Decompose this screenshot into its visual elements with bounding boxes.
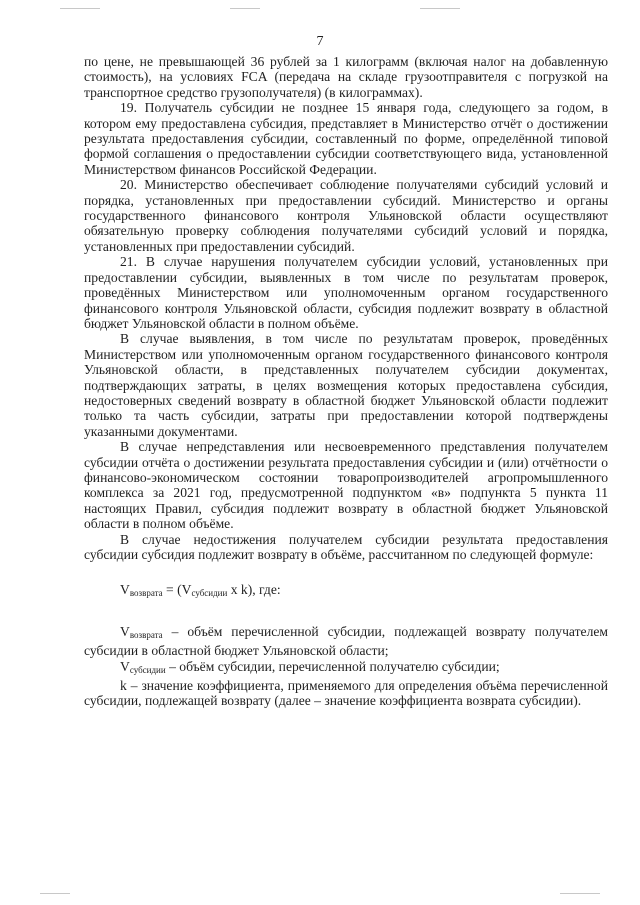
scan-mark-top [420, 8, 460, 9]
definition-k [84, 678, 608, 709]
page-number: 7 [316, 34, 324, 49]
paragraph-19: 19. Получатель субсидии не позднее 15 января года, следующего за годом, в котором ему предоставлена субсидия, представляет в Министерство отчёт о достижении результата предоставления субсидии, составленный по форме, определённой типовой формой соглашения о предоставлении субсидии соответствующего вида, установленной Министерством финансов Российской Федерации. [84, 100, 608, 177]
definition-v-return [84, 624, 608, 659]
paragraph-20: 20. Министерство обеспечивает соблюдение получателями субсидий условий и порядка, установленных при предоставлении субсидий. Министерство и органы государственного финансового контроля Ульяновской области осуществляют обязательную проверку соблюдения получателями субсидий условий и порядка, установленных при предоставлении субсидий. [84, 177, 608, 254]
formula-subscript: возврата [129, 588, 163, 599]
scan-mark-top [230, 8, 260, 9]
definition-text: – объём субсидии, перечисленной получателю субсидии; [165, 658, 500, 674]
formula-text: x k), где: [227, 582, 281, 598]
scan-mark-top [60, 8, 100, 9]
paragraph-21: 21. В случае нарушения получателем субсидии условий, установленных при предоставлении субсидии, выявленных в том числе по результатам проверок, проведённых Министерством или уполномоченным органом государственного финансового контроля Ульяновской области, субсидия подлежит возврату в областной бюджет Ульяновской области в полном объёме. [84, 254, 608, 331]
scan-mark-bottom [560, 893, 600, 894]
paragraph: по цене, не превышающей 36 рублей за 1 килограмм (включая налог на добавленную стоимость), на условиях FCA (передача на складе грузоотправителя с погрузкой на транспортное средство грузополучателя) (в килограммах). [84, 54, 608, 100]
definition-subscript: субсидии [129, 664, 166, 675]
paragraph: В случае недостижения получателем субсидии результата предоставления субсидии субсидия подлежит возврату в объёме, рассчитанном по следующей формуле: [84, 531, 608, 562]
formula-subscript: субсидии [191, 588, 228, 599]
paragraph: В случае выявления, в том числе по результатам проверок, проведённых Министерством или уполномоченным органом государственного финансового контроля Ульяновской области, в представленных получателем субсидии документах, подтверждающих затраты, в целях возмещения которых предоставлена субсидия, недостоверных сведений возврату в областной бюджет Ульяновской области подлежит только та часть субсидии, затраты при предоставлении которой подтверждены указанными документами. [84, 331, 608, 439]
definition-text: – значение коэффициента, применяемого для определения объёма перечисленной субсидии, подлежащей возврату (далее – значение коэффициента возврата субсидии). [84, 678, 608, 709]
definition-v-subsidy [84, 659, 608, 678]
definition-symbol: k [120, 678, 127, 694]
definition-symbol: V [120, 623, 130, 639]
formula-symbol: V [120, 582, 130, 598]
definition-text: – объём перечисленной субсидии, подлежащей возврату получателем субсидии в областной бюджет Ульяновской области; [84, 623, 608, 659]
paragraph: В случае непредставления или несвоевременного представления получателем субсидии отчёта о достижении результата предоставления субсидии и (или) отчётности о финансово-экономическом состоянии товаропроизводителей агропромышленного комплекса за 2021 год, предусмотренной подпунктом «в» подпункта 5 пункта 11 настоящих Правил, субсидия подлежит возврату в областной бюджет Ульяновской области в полном объёме. [84, 439, 608, 532]
definition-symbol: V [120, 658, 130, 674]
scan-mark-bottom [40, 893, 70, 894]
definition-subscript: возврата [129, 629, 163, 640]
return-formula [84, 582, 608, 601]
formula-symbol: = (V [162, 582, 192, 598]
document-body [84, 54, 608, 709]
